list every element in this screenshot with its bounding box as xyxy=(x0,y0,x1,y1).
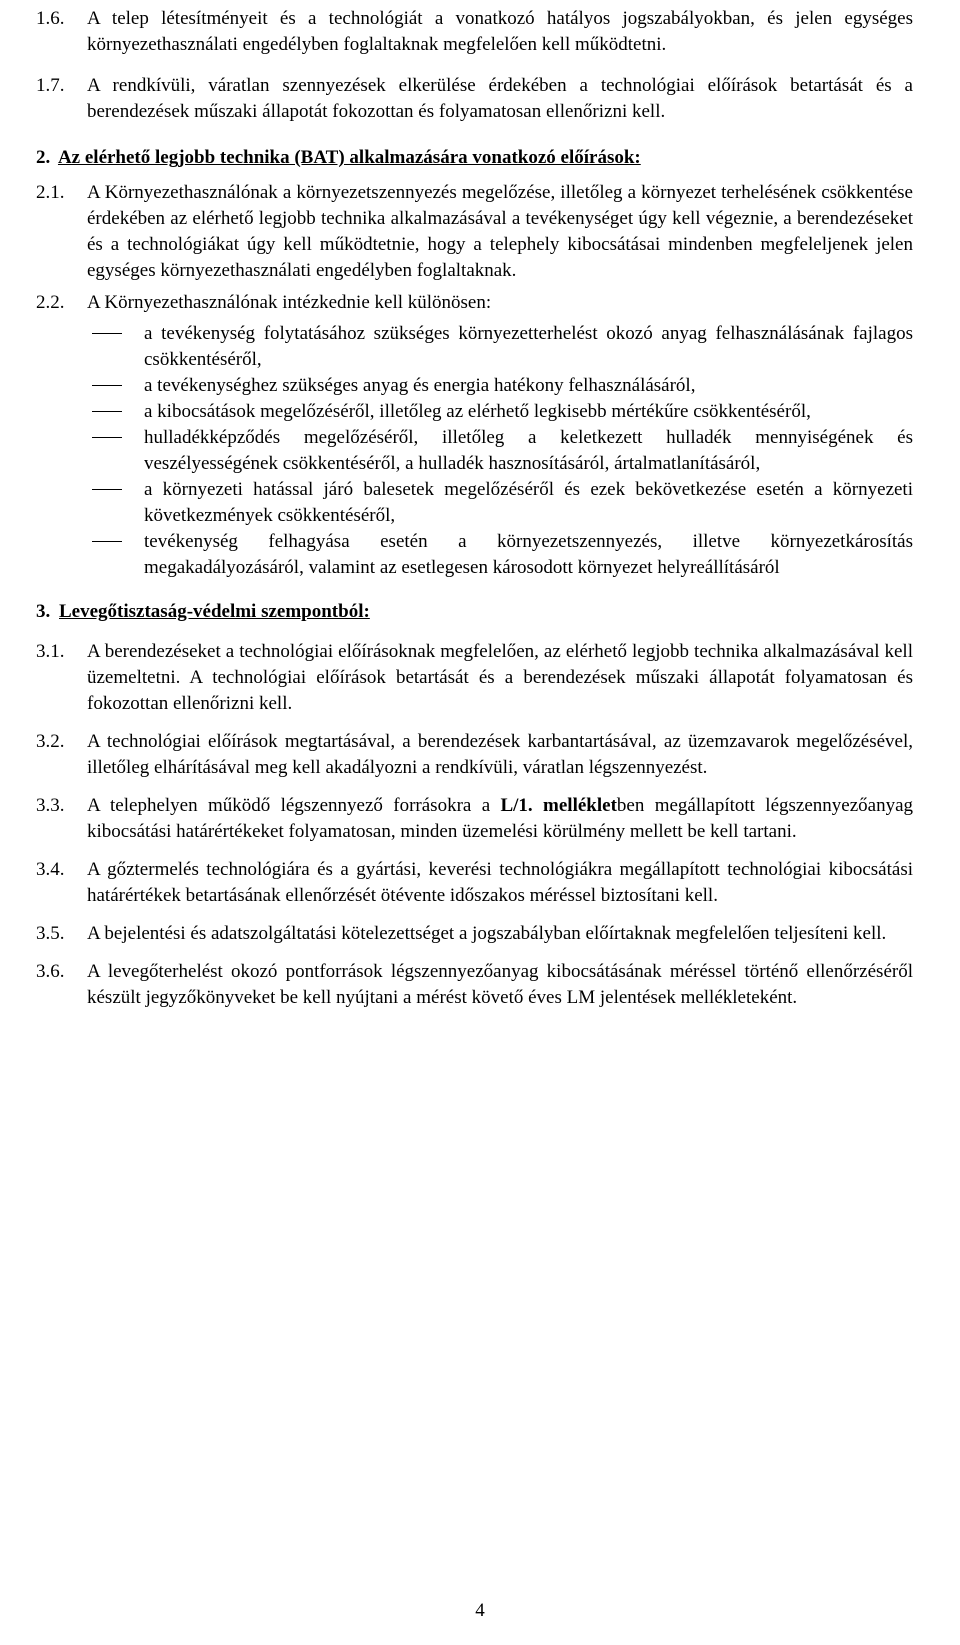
paragraph-1-7 xyxy=(36,73,913,125)
item-text: A bejelentési és adatszolgáltatási kötelezettséget a jogszabályban előírtaknak megfelelően teljesíteni kell. xyxy=(87,923,887,944)
item-number: 2.1. xyxy=(36,182,65,203)
paragraph-3-4 xyxy=(36,857,913,909)
item-text-before: A telephelyen működő légszennyező forrásokra a xyxy=(87,795,501,816)
paragraph-3-6 xyxy=(36,959,913,1011)
item-text: A berendezéseket a technológiai előírásoknak megfelelően, az elérhető legjobb technika alkalmazásával kell üzemeltetni. A technológiai előírások betartását és a berendezések műszaki állapotát folyamatosan és fokozottan ellenőrizni kell. xyxy=(87,641,913,714)
dash-bullet xyxy=(92,489,122,490)
paragraph-3-5 xyxy=(36,921,913,947)
dash-bullet xyxy=(92,385,122,386)
document-page xyxy=(36,6,913,1011)
section-title: Levegőtisztaság-védelmi szempontból: xyxy=(59,601,370,622)
item-text: A rendkívüli, váratlan szennyezések elkerülése érdekében a technológiai előírások betartását és a berendezések műszaki állapotát fokozottan és folyamatosan ellenőrizni kell. xyxy=(87,75,913,122)
dash-bullet xyxy=(92,333,122,334)
item-text-after: ben megállapított légszennyezőanyag kibocsátási határértékeket folyamatosan, minden üzemelési körülmény mellett be kell tartani. xyxy=(87,795,913,842)
annex-reference: L/1. melléklet xyxy=(500,795,617,816)
item-number: 3.6. xyxy=(36,961,65,982)
paragraph-2-2 xyxy=(36,290,913,316)
section-number: 2. xyxy=(36,147,51,168)
item-number: 3.3. xyxy=(36,795,65,816)
paragraph-2-1 xyxy=(36,180,913,284)
list-item: tevékenység felhagyása esetén a környezetszennyezés, illetve környezetkárosítás megakadályozásáról, valamint az esetlegesen károsodott környezet helyreállításáról xyxy=(36,529,913,581)
item-number: 2.2. xyxy=(36,292,65,313)
paragraph-3-2 xyxy=(36,729,913,781)
page-number: 4 xyxy=(475,1600,485,1621)
section-2-heading xyxy=(36,145,913,171)
item-number: 3.5. xyxy=(36,923,65,944)
list-item: hulladékképződés megelőzéséről, illetőleg a keletkezett hulladék mennyiségének és veszélyességének csökkentéséről, a hulladék hasznosításáról, ártalmatlanításáról, xyxy=(36,425,913,477)
item-text: A technológiai előírások megtartásával, a berendezések karbantartásával, az üzemzavarok megelőzésével, illetőleg elhárításával meg kell akadályozni a rendkívüli, váratlan légszennyezést. xyxy=(87,731,913,778)
section-number: 3. xyxy=(36,601,51,622)
list-item: a tevékenységhez szükséges anyag és energia hatékony felhasználásáról, xyxy=(36,373,913,399)
item-number: 3.4. xyxy=(36,859,65,880)
item-text: A Környezethasználónak a környezetszennyezés megelőzése, illetőleg a környezet terhelésének csökkentése érdekében az elérhető legjobb technika alkalmazásával a tevékenységet úgy kell végeznie, a berendezéseket és a technológiákat úgy kell működtetnie, hogy a telephely kibocsátásai mindenben megfeleljenek jelen egységes környezethasználati engedélyben foglaltaknak. xyxy=(87,182,913,281)
section-3-heading xyxy=(36,599,913,625)
dash-bullet xyxy=(92,411,122,412)
dash-bullet xyxy=(92,541,122,542)
item-text: A gőztermelés technológiára és a gyártási, keverési technológiákra megállapított technológiai kibocsátási határértékek betartásának ellenőrzését ötévente időszakos méréssel biztosítani kell. xyxy=(87,859,913,906)
list-item: a tevékenység folytatásához szükséges környezetterhelést okozó anyag felhasználásának fajlagos csökkentéséről, xyxy=(36,321,913,373)
paragraph-3-3 xyxy=(36,793,913,845)
paragraph-1-6 xyxy=(36,6,913,58)
list-item: a környezeti hatással járó balesetek megelőzéséről és ezek bekövetkezése esetén a környezeti következmények csökkentéséről, xyxy=(36,477,913,529)
list-item: a kibocsátások megelőzéséről, illetőleg az elérhető legkisebb mértékűre csökkentéséről, xyxy=(36,399,913,425)
item-text: A Környezethasználónak intézkednie kell különösen: xyxy=(87,292,492,313)
item-text: A levegőterhelést okozó pontforrások légszennyezőanyag kibocsátásának méréssel történő ellenőrzéséről készült jegyzőkönyveket be kell nyújtani a mérést követő éves LM jelentések mellékleteként. xyxy=(87,961,913,1008)
item-number: 3.1. xyxy=(36,641,65,662)
section-title: Az elérhető legjobb technika (BAT) alkalmazására vonatkozó előírások: xyxy=(57,147,641,168)
item-text: A telep létesítményeit és a technológiát a vonatkozó hatályos jogszabályokban, és jelen egységes környezethasználati engedélyben foglaltaknak megfelelően kell működtetni. xyxy=(87,8,913,55)
dash-bullet xyxy=(92,437,122,438)
paragraph-3-1 xyxy=(36,639,913,717)
item-number: 3.2. xyxy=(36,731,65,752)
item-number: 1.6. xyxy=(36,8,65,29)
item-number: 1.7. xyxy=(36,75,65,96)
measures-list xyxy=(36,321,913,581)
